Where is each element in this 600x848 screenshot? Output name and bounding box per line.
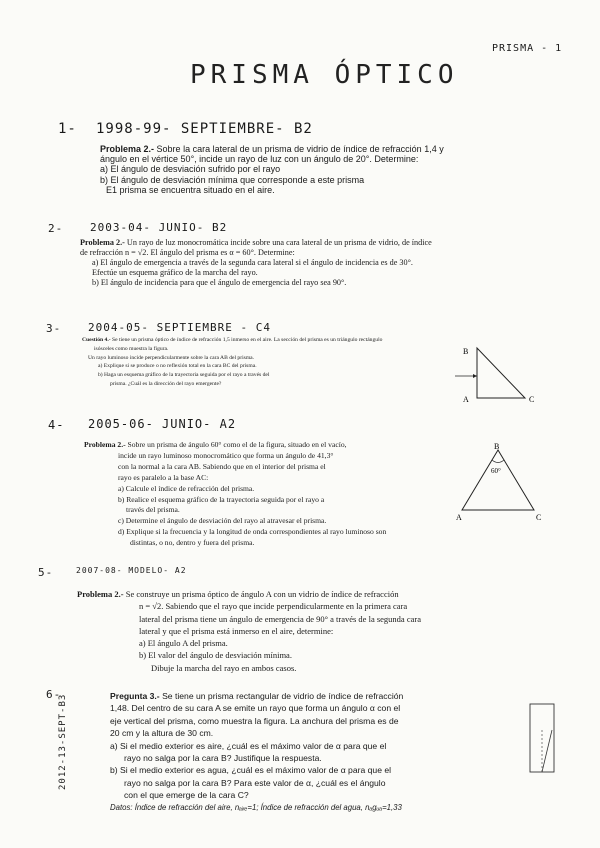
section-number-4: 4- bbox=[48, 418, 65, 432]
problem-line: de refracción n = √2. El ángulo del prisma es α = 60°. Determine: bbox=[80, 248, 295, 257]
problem-line: a) El ángulo A del prisma. bbox=[139, 638, 228, 649]
problem-line: Un rayo luminoso incide perpendicularmente sobre la cara AB del prisma. bbox=[88, 354, 255, 361]
problem-label-1: Problema 2.- bbox=[100, 144, 155, 154]
section-number-1: 1- bbox=[58, 121, 77, 137]
section-header-5: 2007-08- MODELO- A2 bbox=[76, 566, 187, 575]
problem-5 bbox=[77, 588, 547, 674]
problem-label-6: Pregunta 3.- bbox=[110, 691, 160, 701]
problem-line: d) Explique si la frecuencia y la longitud de onda correspondientes al rayo luminoso son bbox=[118, 527, 387, 537]
problem-line: b) Realice el esquema gráfico de la trayectoria seguida por el rayo a bbox=[118, 494, 325, 504]
problem-line: con el que emerge de la cara C? bbox=[124, 790, 249, 801]
problem-line: Sobre la cara lateral de un prisma de vidrio de índice de refracción 1,4 y bbox=[156, 144, 444, 154]
problem-line: a) Si el medio exterior es aire, ¿cuál es el máximo valor de α para que el bbox=[110, 740, 387, 751]
section-header-1: 1998-99- SEPTIEMBRE- B2 bbox=[96, 121, 313, 137]
vertex-label-c: C bbox=[529, 395, 535, 404]
problem-line: Sobre un prisma de ángulo 60° como el de la figura, situado en el vacío, bbox=[127, 440, 347, 449]
problem-label-3: Cuestión 4.- bbox=[82, 337, 111, 343]
problem-line: distintas, o no, dentro y fuera del prisma. bbox=[130, 538, 255, 548]
problem-line: b) El ángulo de incidencia para que el ángulo de emergencia del rayo sea 90°. bbox=[92, 278, 347, 287]
problem-line: isósceles como muestra la figura. bbox=[94, 345, 169, 352]
problem-line: Se construye un prisma óptico de ángulo A con un vidrio de índice de refracción bbox=[125, 589, 399, 599]
problem-line: incide un rayo luminoso monocromático que forma un ángulo de 41,3° bbox=[118, 450, 334, 460]
problem-line: rayo es paralelo a la base AC: bbox=[118, 472, 209, 482]
section-number-3: 3- bbox=[46, 322, 62, 335]
problem-line: rayo no salga por la cara B? Justifique la respuesta. bbox=[124, 753, 322, 764]
ray-arrow-icon bbox=[473, 374, 477, 378]
problem-line: a) El ángulo de desviación sufrido por el rayo bbox=[100, 164, 281, 175]
problem-line: rayo no salga por la cara B? Para este valor de α, ¿cuál es el ángulo bbox=[124, 777, 386, 788]
problem-line: ángulo en el vértice 50°, incide un rayo de luz con un ángulo de 20°. Determine: bbox=[100, 154, 419, 165]
vertex-label-c: C bbox=[536, 513, 542, 522]
problem-line: Se tiene un prisma rectangular de vidrio de índice de refracción bbox=[162, 691, 404, 701]
problem-line: a) Explique si se produce o no reflexión total en la cara BC del prisma. bbox=[98, 363, 257, 370]
section-number-5: 5- bbox=[38, 566, 54, 579]
prism-figure-3 bbox=[455, 342, 550, 408]
vertex-label-b: B bbox=[494, 442, 500, 451]
problem-2 bbox=[80, 238, 550, 288]
problem-label-5: Problema 2.- bbox=[77, 589, 124, 599]
problem-6 bbox=[110, 690, 540, 814]
problem-line: a) Calcule el índice de refracción del prisma. bbox=[118, 483, 255, 493]
problem-line: b) El ángulo de desviación mínima que corresponde a este prisma bbox=[100, 174, 365, 185]
prism-figure-6 bbox=[520, 700, 570, 780]
vertex-label-b: B bbox=[463, 347, 469, 356]
problem-line: Un rayo de luz monocromática incide sobre una cara lateral de un prisma de vidrio, de índice bbox=[126, 238, 432, 247]
problem-line: lateral y que el prisma está inmerso en el aire, determine: bbox=[139, 625, 334, 636]
problem-line: 1,48. Del centro de su cara A se emite un rayo que forma un ángulo α con el bbox=[110, 703, 401, 714]
problem-line: b) Haga un esquema gráfico de la trayectoria seguida por el rayo a través del bbox=[98, 372, 270, 379]
problem-1 bbox=[100, 144, 540, 195]
prism-figure-4 bbox=[450, 440, 550, 522]
ray bbox=[542, 730, 552, 772]
problem-line: a) El ángulo de emergencia a través de la segunda cara lateral si el ángulo de incidencia es de 30°. bbox=[92, 258, 413, 267]
section-side-note-6: 2012-13-SEPT-B3 bbox=[58, 693, 68, 790]
problem-label-4: Problema 2.- bbox=[84, 440, 126, 449]
problem-line: través del prisma. bbox=[126, 505, 180, 515]
problem-line: Dibuje la marcha del rayo en ambos casos. bbox=[151, 662, 297, 673]
problem-line: lateral del prisma tiene un ángulo de emergencia de 90° a través de la segunda cara bbox=[139, 613, 421, 624]
page-reference: PRISMA - 1 bbox=[492, 43, 563, 54]
problem-line: 20 cm y la altura de 30 cm. bbox=[110, 728, 214, 739]
problem-line: b) El valor del ángulo de desviación mínima. bbox=[139, 650, 292, 661]
section-number-6: 6- bbox=[46, 688, 62, 701]
section-header-2: 2003-04- JUNIO- B2 bbox=[90, 221, 228, 234]
problem-line: Efectúe un esquema gráfico de la marcha del rayo. bbox=[92, 268, 258, 277]
triangle bbox=[477, 348, 525, 398]
problem-line: prisma. ¿Cuál es la dirección del rayo emergente? bbox=[110, 380, 222, 387]
problem-label-2: Problema 2.- bbox=[80, 238, 125, 247]
angle-arc bbox=[492, 460, 504, 463]
triangle bbox=[462, 450, 534, 510]
problem-line: eje vertical del prisma, como muestra la figura. La anchura del prisma es de bbox=[110, 715, 399, 726]
section-header-4: 2005-06- JUNIO- A2 bbox=[88, 417, 237, 431]
vertex-label-a: A bbox=[463, 395, 469, 404]
vertex-label-a: A bbox=[456, 513, 462, 522]
section-header-3: 2004-05- SEPTIEMBRE - C4 bbox=[88, 321, 271, 334]
problem-line: Datos: Índice de refracción del aire, nₐᵢᵣₑ=1; Índice de refracción del agua, nₐgᵤₐ=1,33 bbox=[110, 802, 402, 812]
problem-line: Se tiene un prisma óptico de índice de refracción 1,5 inmerso en el aire. La sección del prisma es un triángulo rectángulo bbox=[112, 337, 383, 343]
page-title: PRISMA ÓPTICO bbox=[190, 60, 459, 90]
angle-label: 60° bbox=[491, 467, 501, 475]
problem-line: E1 prisma se encuentra situado en el aire. bbox=[106, 184, 275, 195]
problem-line: c) Determine el ángulo de desviación del rayo al atravesar el prisma. bbox=[118, 516, 327, 526]
problem-line: con la normal a la cara AB. Sabiendo que en el interior del prisma el bbox=[118, 461, 326, 471]
section-number-2: 2- bbox=[48, 222, 64, 235]
problem-line: n = √2. Sabiendo que el rayo que incide perpendicularmente en la primera cara bbox=[139, 601, 408, 612]
problem-line: b) Si el medio exterior es agua, ¿cuál es el máximo valor de α para que el bbox=[110, 765, 392, 776]
